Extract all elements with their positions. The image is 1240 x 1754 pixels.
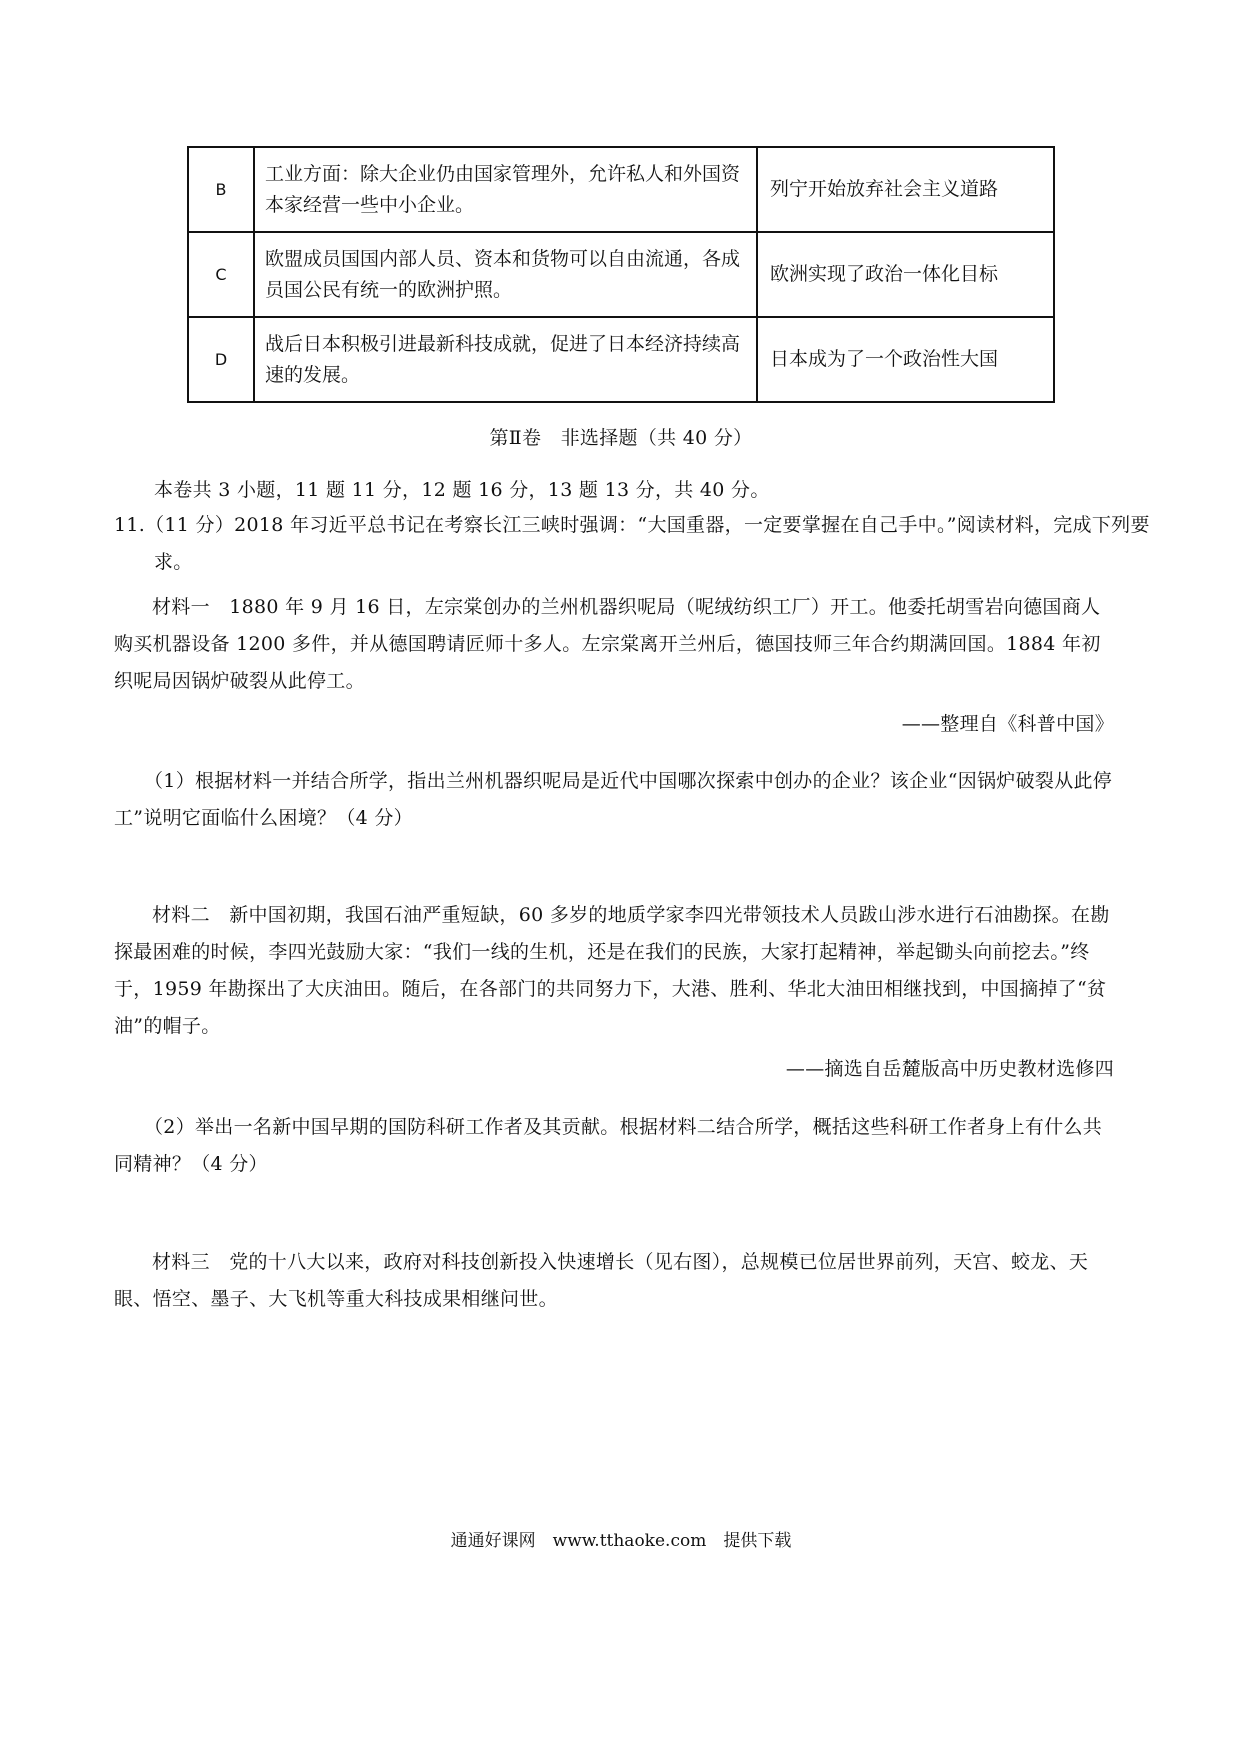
table-row	[188, 317, 1054, 402]
question-11-stem: 11.（11 分）2018 年习近平总书记在考察长江三峡时强调：“大国重器，一定要掌握在自己手中。”阅读材料，完成下列要求。	[114, 514, 1150, 573]
section-intro: 本卷共 3 小题，11 题 11 分，12 题 16 分，13 题 13 分，共 40 分。	[154, 479, 770, 501]
material-3-text: 材料三 党的十八大以来，政府对科技创新投入快速增长（见右图），总规模已位居世界前列，天宫、蛟龙、天眼、悟空、墨子、大飞机等重大科技成果相继问世。	[114, 1251, 1089, 1310]
option-letter: C	[188, 232, 254, 317]
material-2-text: 材料二 新中国初期，我国石油严重短缺，60 多岁的地质学家李四光带领技术人员跋山涉水进行石油勘探。在勘探最困难的时候，李四光鼓励大家：“我们一线的生机，还是在我们的民族，大家打起精神，举起锄头向前挖去。”终于，1959 年勘探出了大庆油田。随后，在各部门的共同努力下，大港、胜利、华北大油田相继找到，中国摘掉了“贫油”的帽子。	[114, 904, 1110, 1037]
option-conclusion: 欧洲实现了政治一体化目标	[757, 232, 1054, 317]
option-content: 欧盟成员国国内部人员、资本和货物可以自由流通，各成员国公民有统一的欧洲护照。	[254, 232, 757, 317]
material-1-source: ——整理自《科普中国》	[901, 713, 1114, 735]
option-conclusion: 列宁开始放弃社会主义道路	[757, 147, 1054, 232]
option-letter: D	[188, 317, 254, 402]
options-table	[187, 146, 1055, 403]
material-2-source: ——摘选自岳麓版高中历史教材选修四	[785, 1058, 1114, 1080]
table-row	[188, 232, 1054, 317]
question-1: （1）根据材料一并结合所学，指出兰州机器织呢局是近代中国哪次探索中创办的企业？该企业“因锅炉破裂从此停工”说明它面临什么困境？（4 分）	[114, 770, 1113, 829]
page-footer: 通通好课网 www.tthaoke.com 提供下载	[450, 1531, 792, 1551]
section-title: 第Ⅱ卷 非选择题（共 40 分）	[489, 427, 753, 449]
option-content: 工业方面：除大企业仍由国家管理外，允许私人和外国资本家经营一些中小企业。	[254, 147, 757, 232]
table-row	[188, 147, 1054, 232]
option-letter: B	[188, 147, 254, 232]
material-1-text: 材料一 1880 年 9 月 16 日，左宗棠创办的兰州机器织呢局（呢绒纺织工厂）开工。他委托胡雪岩向德国商人购买机器设备 1200 多件，并从德国聘请匠师十多人。左宗棠离开兰州后，德国技师三年合约期满回国。1884 年初织呢局因锅炉破裂从此停工。	[114, 596, 1101, 692]
question-2: （2）举出一名新中国早期的国防科研工作者及其贡献。根据材料二结合所学，概括这些科研工作者身上有什么共同精神？（4 分）	[114, 1116, 1103, 1175]
option-conclusion: 日本成为了一个政治性大国	[757, 317, 1054, 402]
option-content: 战后日本积极引进最新科技成就，促进了日本经济持续高速的发展。	[254, 317, 757, 402]
